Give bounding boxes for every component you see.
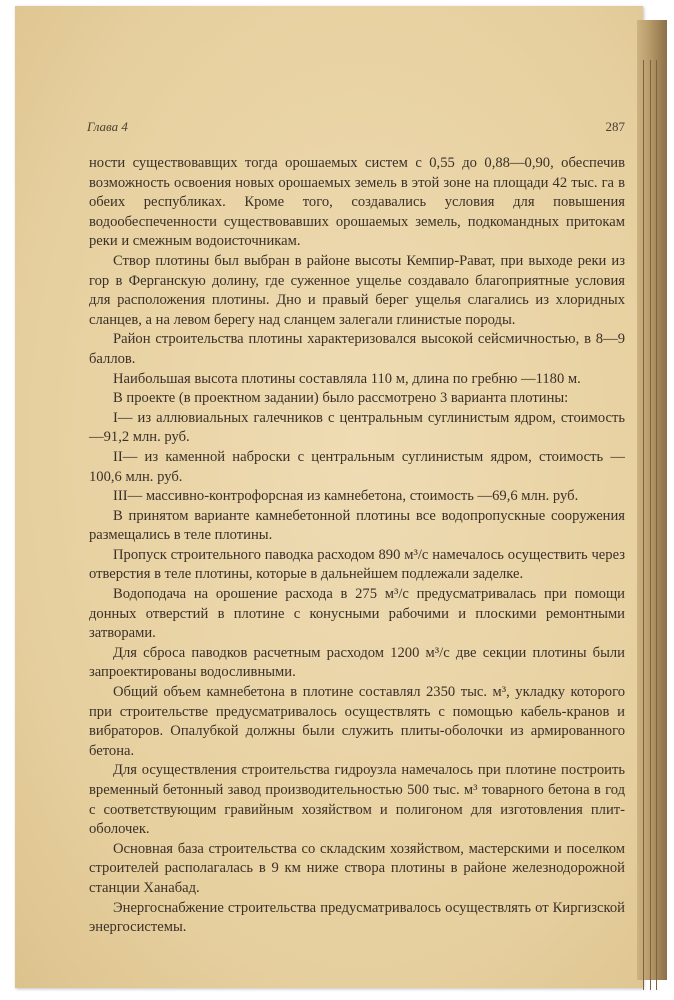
paragraph: Пропуск строительного паводка расходом 890 м³/с намечалось осуществить через отверстия в теле плотины, которые в дальнейшем подлежали заделке.	[89, 546, 625, 583]
paragraph: Общий объем камнебетона в плотине составлял 2350 тыс. м³, укладку которого при строительстве предусматривалось осуществлять с помощью кабель-кранов и вибраторов. Опалубкой должны были служить плиты-оболочки из армированного бетона.	[89, 684, 625, 759]
paragraph: ности существовавщих тогда орошаемых систем с 0,55 до 0,88—0,90, обеспечив возможность освоения новых орошаемых земель в этой зоне на площади 42 тыс. га в обеих республиках. Кроме того, создавались условия для повышения водообеспеченности существовавших орошаемых земель, подкомандных притокам реки и смежным водоисточникам.	[89, 155, 625, 250]
page-edge-line	[650, 60, 651, 990]
page-edge-line	[656, 60, 657, 990]
page-body	[89, 154, 625, 938]
page-number: 287	[605, 119, 625, 134]
paragraph: II— из каменной наброски с центральным суглинистым ядром, стоимость —100,6 млн. руб.	[89, 448, 625, 485]
page-edge-stack	[637, 20, 667, 980]
paragraph: III— массивно-контрофорсная из камнебетона, стоимость —69,6 млн. руб.	[113, 488, 579, 505]
paragraph: Водоподача на орошение расхода в 275 м³/с предусматривалась при помощи донных отверстий в плотине с конусными рабочими и плоскими ремонтными затворами.	[89, 586, 625, 642]
chapter-title: Глава 4	[87, 119, 128, 134]
paragraph: Створ плотины был выбран в районе высоты Кемпир-Рават, при выходе реки из гор в Ферганскую долину, где суженное ущелье создавало благоприятные условия для расположения плотины. Дно и правый берег ущелья слагались из хлоридных сланцев, а на левом берегу над сланцем залегали глинистые породы.	[89, 252, 625, 328]
page-edge-line	[643, 60, 644, 990]
paragraph: В проекте (в проектном задании) было рассмотрено 3 варианта плотины:	[113, 390, 569, 407]
paragraph: Наибольшая высота плотины составляла 110 м, длина по гребню —1180 м.	[113, 370, 581, 387]
paragraph: Для осуществления строительства гидроузла намечалось при плотине построить временный бетонный завод производительностью 500 тыс. м³ товарного бетона в год с соответствующим гравийным хозяйством и полигоном для изготовления плит-оболочек.	[89, 762, 625, 838]
paragraph: В принятом варианте камнебетонной плотины все водопропускные сооружения размещались в теле плотины.	[89, 507, 625, 544]
paragraph: Энергоснабжение строительства предусматривалось осуществлять от Киргизской энергосистемы.	[89, 899, 625, 936]
book-page	[15, 6, 643, 988]
paragraph: I— из аллювиальных галечников с центральным суглинистым ядром, стоимость—91,2 млн. руб.	[89, 409, 625, 446]
paragraph: Основная база строительства со складским хозяйством, мастерскими и поселком строителей располагалась в 9 км ниже створа плотины в районе железнодорожной станции Ханабад.	[89, 840, 625, 896]
paragraph: Для сброса паводков расчетным расходом 1200 м³/с две секции плотины были запроектированы водосливными.	[89, 644, 625, 681]
running-header	[87, 119, 625, 139]
paragraph: Район строительства плотины характеризовался высокой сейсмичностью, в 8—9 баллов.	[89, 331, 625, 367]
